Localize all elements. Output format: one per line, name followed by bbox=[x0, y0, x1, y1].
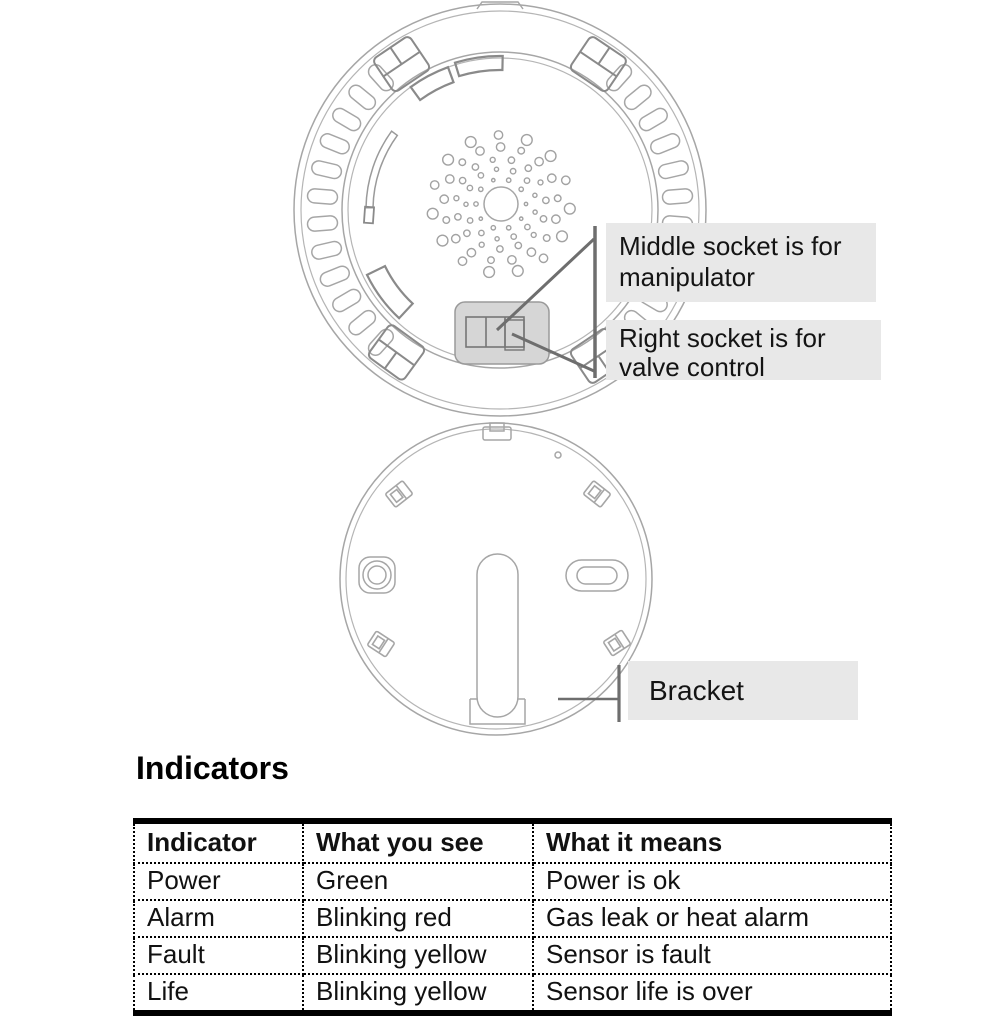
cell-indicator: Power bbox=[134, 863, 303, 900]
cell-see: Blinking yellow bbox=[303, 937, 533, 974]
cell-means: Power is ok bbox=[533, 863, 891, 900]
cell-means: Sensor life is over bbox=[533, 974, 891, 1013]
cell-see: Green bbox=[303, 863, 533, 900]
cell-see: Blinking yellow bbox=[303, 974, 533, 1013]
cell-see: Blinking red bbox=[303, 900, 533, 937]
top-notch bbox=[477, 2, 523, 9]
socket-block bbox=[455, 302, 549, 364]
table-row bbox=[134, 937, 891, 974]
callout-line: Bracket bbox=[649, 675, 744, 706]
cell-means: Gas leak or heat alarm bbox=[533, 900, 891, 937]
callout-line: Middle socket is for bbox=[619, 231, 842, 261]
indicators-table bbox=[133, 818, 892, 1016]
cell-indicator: Alarm bbox=[134, 900, 303, 937]
table-row bbox=[134, 863, 891, 900]
bracket-diagram bbox=[340, 423, 652, 735]
indicators-heading: Indicators bbox=[136, 750, 289, 786]
col-what-it-means: What it means bbox=[533, 821, 891, 863]
callout-bracket bbox=[628, 661, 858, 720]
oval-slot bbox=[566, 560, 628, 591]
bracket-top-tab bbox=[483, 423, 511, 440]
table-row bbox=[134, 900, 891, 937]
callout-middle-socket bbox=[606, 223, 876, 302]
callout-line: Right socket is for bbox=[619, 323, 826, 353]
cell-indicator: Life bbox=[134, 974, 303, 1013]
col-what-you-see: What you see bbox=[303, 821, 533, 863]
bracket-leader-lines bbox=[558, 665, 619, 722]
table-header-row bbox=[134, 821, 891, 863]
callout-line: manipulator bbox=[619, 262, 755, 292]
pin-hole bbox=[555, 452, 561, 458]
callout-right-socket bbox=[606, 320, 881, 380]
cell-indicator: Fault bbox=[134, 937, 303, 974]
speaker-holes bbox=[427, 131, 575, 278]
cell-means: Sensor is fault bbox=[533, 937, 891, 974]
bracket-clips bbox=[367, 481, 631, 658]
keyhole-slot bbox=[470, 554, 525, 724]
callout-line: valve control bbox=[619, 352, 765, 382]
col-indicator: Indicator bbox=[134, 821, 303, 863]
screw-hole bbox=[359, 557, 395, 593]
center-hole bbox=[484, 187, 518, 221]
table-row bbox=[134, 974, 891, 1013]
